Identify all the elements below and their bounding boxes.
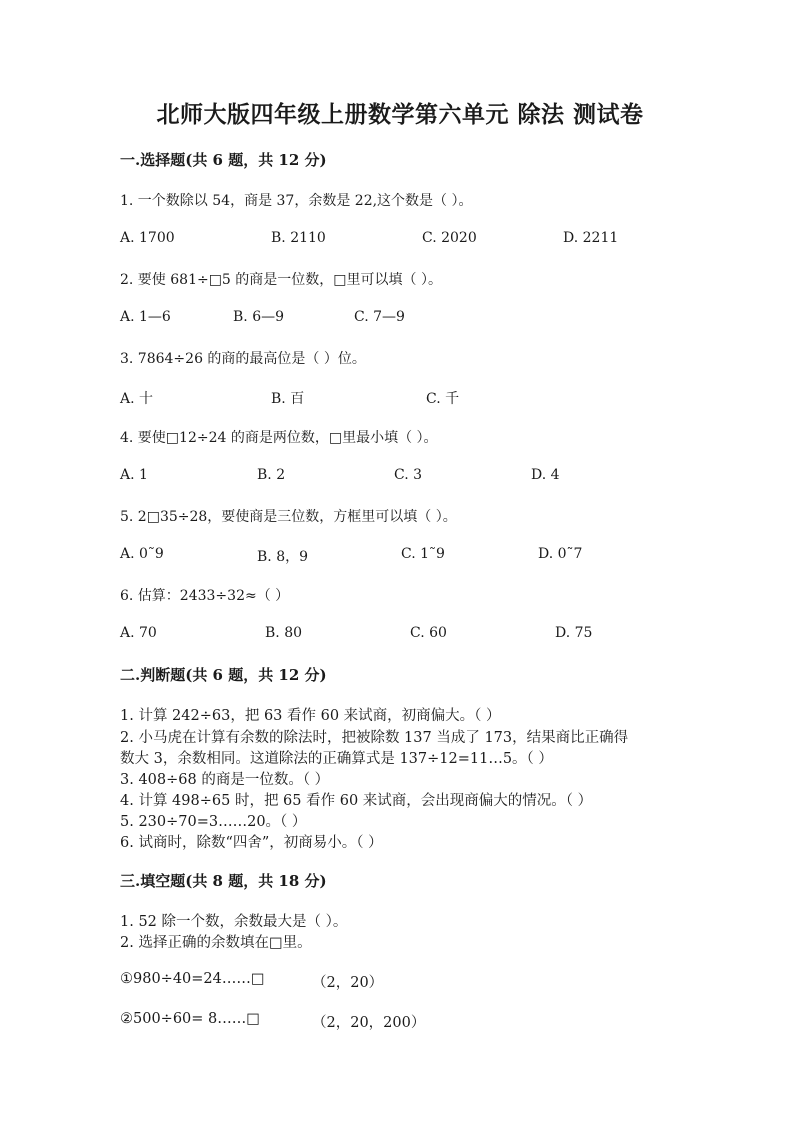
judgment-line-2: 2. 小马虎在计算有余数的除法时，把被除数 137 当成了 173，结果商比正确得 bbox=[120, 730, 629, 746]
fill-line-2: 2. 选择正确的余数填在□里。 bbox=[120, 935, 312, 951]
section-heading-judgment: 二.判断题(共 6 题，共 12 分) bbox=[120, 666, 327, 684]
question-2: 2. 要使 681÷□5 的商是一位数，□里可以填（ ）。 bbox=[120, 272, 442, 288]
option-1b: B. 2110 bbox=[271, 230, 326, 246]
fill-item-1-expression: ①980÷40=24……□ bbox=[120, 971, 265, 987]
option-3b: B. 百 bbox=[271, 391, 305, 407]
option-3a: A. 十 bbox=[120, 391, 154, 407]
judgment-line-6: 5. 230÷70=3……20。（ ） bbox=[120, 814, 307, 830]
option-5c: C. 1˜9 bbox=[401, 546, 445, 562]
question-5: 5. 2□35÷28，要使商是三位数，方框里可以填（ ）。 bbox=[120, 509, 457, 525]
option-1a: A. 1700 bbox=[120, 230, 175, 246]
option-4b: B. 2 bbox=[257, 467, 286, 483]
judgment-line-4: 3. 408÷68 的商是一位数。（ ） bbox=[120, 772, 330, 788]
option-4c: C. 3 bbox=[394, 467, 423, 483]
section-heading-fill: 三.填空题(共 8 题，共 18 分) bbox=[120, 872, 327, 890]
option-6a: A. 70 bbox=[120, 625, 157, 641]
option-5d: D. 0˜7 bbox=[538, 546, 583, 562]
option-3c: C. 千 bbox=[426, 391, 460, 407]
page-title: 北师大版四年级上册数学第六单元 除法 测试卷 bbox=[156, 101, 644, 128]
fill-line-1: 1. 52 除一个数，余数最大是（ ）。 bbox=[120, 914, 348, 930]
question-4: 4. 要使□12÷24 的商是两位数，□里最小填（ ）。 bbox=[120, 430, 438, 446]
option-5a: A. 0˜9 bbox=[120, 546, 164, 562]
option-4a: A. 1 bbox=[120, 467, 148, 483]
option-1c: C. 2020 bbox=[422, 230, 477, 246]
option-1d: D. 2211 bbox=[563, 230, 619, 246]
option-5b: B. 8，9 bbox=[257, 549, 309, 565]
fill-item-2-expression: ②500÷60= 8……□ bbox=[120, 1011, 260, 1027]
fill-item-1-choices: （2，20） bbox=[312, 975, 384, 991]
section-heading-choice: 一.选择题(共 6 题，共 12 分) bbox=[120, 151, 327, 169]
judgment-line-1: 1. 计算 242÷63，把 63 看作 60 来试商，初商偏大。（ ） bbox=[120, 708, 501, 724]
option-2b: B. 6—9 bbox=[233, 309, 285, 325]
judgment-line-5: 4. 计算 498÷65 时，把 65 看作 60 来试商，会出现商偏大的情况。（ ） bbox=[120, 793, 593, 809]
option-2a: A. 1—6 bbox=[120, 309, 171, 325]
option-2c: C. 7—9 bbox=[354, 309, 405, 325]
judgment-line-3: 数大 3，余数相同。这道除法的正确算式是 137÷12=11…5。（ ） bbox=[120, 751, 553, 767]
question-6: 6. 估算：2433÷32≈（ ） bbox=[120, 588, 290, 604]
question-3: 3. 7864÷26 的商的最高位是（ ）位。 bbox=[120, 351, 366, 367]
option-6b: B. 80 bbox=[265, 625, 303, 641]
judgment-line-7: 6. 试商时，除数“四舍”，初商易小。（ ） bbox=[120, 835, 383, 851]
option-6d: D. 75 bbox=[555, 625, 593, 641]
fill-item-2-choices: （2，20，200） bbox=[312, 1015, 426, 1031]
option-4d: D. 4 bbox=[531, 467, 560, 483]
question-1: 1. 一个数除以 54，商是 37，余数是 22,这个数是（ ）。 bbox=[120, 193, 473, 209]
option-6c: C. 60 bbox=[410, 625, 447, 641]
